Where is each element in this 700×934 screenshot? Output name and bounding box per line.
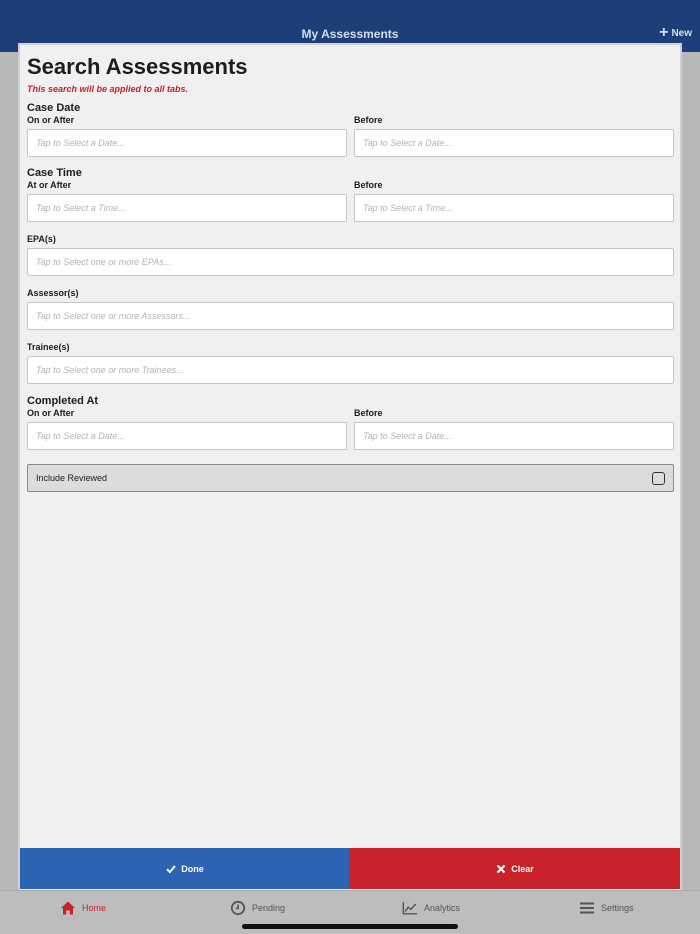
completed-at-after-label: On or After bbox=[27, 408, 75, 418]
assessors-input[interactable]: Tap to Select one or more Assessors... bbox=[27, 302, 674, 330]
assessors-section bbox=[27, 287, 674, 330]
epas-section bbox=[27, 233, 674, 276]
completed-at-title: Completed At bbox=[27, 395, 99, 407]
tab-analytics[interactable] bbox=[402, 900, 460, 916]
modal-subtitle: This search will be applied to all tabs. bbox=[27, 84, 189, 94]
plus-icon: + bbox=[659, 24, 669, 41]
home-indicator bbox=[242, 924, 458, 929]
new-assessment-button[interactable] bbox=[659, 24, 692, 41]
case-date-after-input[interactable]: Tap to Select a Date... bbox=[27, 129, 347, 157]
tab-pending[interactable] bbox=[230, 900, 285, 916]
trainees-label: Trainee(s) bbox=[27, 342, 70, 352]
menu-icon bbox=[579, 900, 595, 916]
tab-analytics-label: Analytics bbox=[424, 903, 461, 913]
case-time-after-label: At or After bbox=[27, 180, 72, 190]
tab-settings-label: Settings bbox=[601, 903, 634, 913]
tab-home-label: Home bbox=[82, 903, 107, 913]
case-date-before-input[interactable]: Tap to Select a Date... bbox=[354, 129, 674, 157]
close-icon bbox=[496, 864, 506, 874]
case-date-title: Case Date bbox=[27, 102, 81, 114]
clear-label: Clear bbox=[511, 863, 534, 874]
trainees-section bbox=[27, 341, 674, 384]
clear-button[interactable] bbox=[350, 848, 680, 889]
include-reviewed-label: Include Reviewed bbox=[36, 473, 108, 483]
completed-at-before-input[interactable]: Tap to Select a Date... bbox=[354, 422, 674, 450]
tab-pending-label: Pending bbox=[252, 903, 286, 913]
epas-input[interactable]: Tap to Select one or more EPAs... bbox=[27, 248, 674, 276]
completed-at-before-label: Before bbox=[354, 408, 383, 418]
chart-line-icon bbox=[402, 900, 418, 916]
modal-actions bbox=[20, 848, 680, 889]
case-date-before-label: Before bbox=[354, 115, 383, 125]
home-icon bbox=[60, 900, 76, 916]
modal-title: Search Assessments bbox=[27, 54, 248, 79]
completed-at-section bbox=[27, 395, 674, 450]
new-label: New bbox=[671, 27, 692, 39]
nav-title: My Assessments bbox=[301, 27, 399, 41]
check-icon bbox=[166, 864, 176, 874]
assessors-label: Assessor(s) bbox=[27, 288, 79, 298]
include-reviewed-row[interactable] bbox=[27, 464, 674, 492]
completed-at-after-input[interactable]: Tap to Select a Date... bbox=[27, 422, 347, 450]
case-time-title: Case Time bbox=[27, 167, 82, 179]
case-time-before-input[interactable]: Tap to Select a Time... bbox=[354, 194, 674, 222]
include-reviewed-checkbox[interactable] bbox=[652, 472, 665, 485]
search-modal bbox=[18, 43, 682, 890]
done-button[interactable] bbox=[20, 848, 350, 889]
case-time-section bbox=[27, 167, 674, 222]
epas-label: EPA(s) bbox=[27, 234, 56, 244]
done-label: Done bbox=[181, 863, 204, 874]
case-time-after-input[interactable]: Tap to Select a Time... bbox=[27, 194, 347, 222]
case-date-section bbox=[27, 102, 674, 157]
tab-settings[interactable] bbox=[579, 900, 634, 916]
tab-home[interactable] bbox=[60, 900, 106, 916]
trainees-input[interactable]: Tap to Select one or more Trainees... bbox=[27, 356, 674, 384]
case-time-before-label: Before bbox=[354, 180, 383, 190]
case-date-after-label: On or After bbox=[27, 115, 75, 125]
clock-icon bbox=[230, 900, 246, 916]
